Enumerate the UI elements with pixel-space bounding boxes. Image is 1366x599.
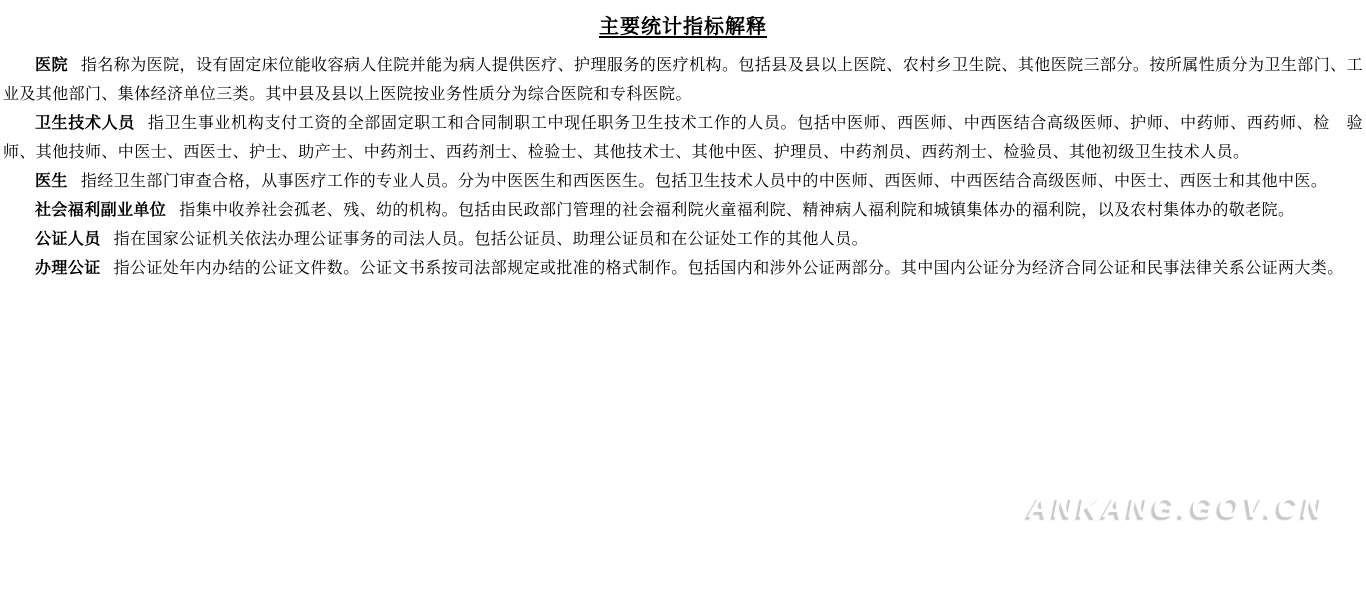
definition-text: 指卫生事业机构支付工资的全部固定职工和合同制职工中现任职务卫生技术工作的人员。包括中医师、西医师、中西医结合高级医师、护师、中药师、西药师、检 验师、其他技师、中医士、西医士、护士、助产士、中药剂士、西药剂士、检验士、其他技术士、其他中医、护理员、中药剂员、西药剂士、检验员、其他初级卫生技术人员。: [3, 113, 1364, 161]
definition-term: 社会福利副业单位: [35, 200, 167, 219]
definition-text: 指公证处年内办结的公证文件数。公证文书系按司法部规定或批准的格式制作。包括国内和涉外公证两部分。其中国内公证分为经济合同公证和民事法律关系公证两大类。: [113, 258, 1344, 277]
definition-term: 医生: [35, 171, 68, 190]
definition-term: 卫生技术人员: [35, 113, 135, 132]
definition-term: 公证人员: [35, 229, 101, 248]
definition-text: 指名称为医院，设有固定床位能收容病人住院并能为病人提供医疗、护理服务的医疗机构。包括县及县以上医院、农村乡卫生院、其他医院三部分。按所属性质分为卫生部门、工业及其他部门、集体经济单位三类。其中县及县以上医院按业务性质分为综合医院和专科医院。: [3, 55, 1364, 103]
definition-text: 指在国家公证机关依法办理公证事务的司法人员。包括公证员、助理公证员和在公证处工作的其他人员。: [113, 229, 869, 248]
definition-paragraph-doctor: [3, 166, 1363, 195]
definition-paragraph-health-technical-personnel: [3, 108, 1363, 166]
definition-text: 指经卫生部门审查合格，从事医疗工作的专业人员。分为中医医生和西医医生。包括卫生技术人员中的中医师、西医师、中西医结合高级医师、中医士、西医士和其他中医。: [80, 171, 1328, 190]
definition-text: 指集中收养社会孤老、残、幼的机构。包括由民政部门管理的社会福利院火童福利院、精神病人福利院和城镇集体办的福利院，以及农村集体办的敬老院。: [179, 200, 1295, 219]
definition-paragraph-social-welfare-unit: [3, 195, 1363, 224]
definition-term: 医院: [35, 55, 68, 74]
page-title-text: 主要统计指标解释: [599, 16, 767, 38]
watermark: ANKANG.GOV.CN: [1028, 492, 1328, 524]
definition-paragraph-notarization-handled: [3, 253, 1363, 282]
definition-term: 办理公证: [35, 258, 101, 277]
definition-paragraph-hospital: [3, 50, 1363, 108]
document-body: [0, 0, 1366, 282]
definition-paragraph-notary-personnel: [3, 224, 1363, 253]
page-title: [3, 10, 1363, 39]
